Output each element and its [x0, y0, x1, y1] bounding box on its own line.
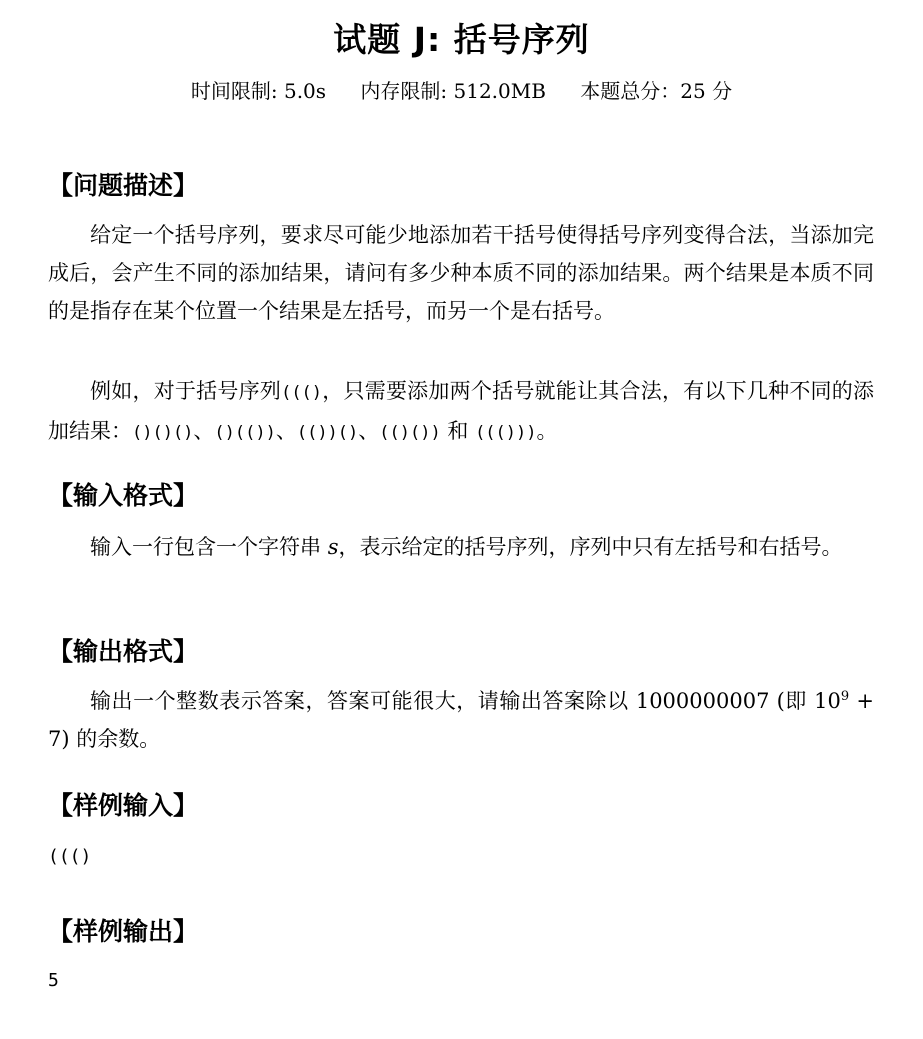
example-result-1: ()()() — [132, 423, 194, 443]
problem-meta — [0, 76, 923, 106]
description-paragraph-2 — [48, 372, 874, 452]
description-paragraph-1: 给定一个括号序列，要求尽可能少地添加若干括号使得括号序列变得合法，当添加完成后，会产生不同的添加结果，请问有多少种本质不同的添加结果。两个结果是本质不同的是指存在某个位置一个结果是左括号，而另一个是右括号。 — [48, 223, 874, 323]
input-text-pre: 输入一行包含一个字符串 — [90, 535, 321, 559]
separator: 、 — [275, 419, 297, 443]
example-explanation: ，只需要添加两个括号就能让其合法，有以下几种不同的添加结果： — [48, 379, 875, 443]
sample-input-value: ((() — [48, 846, 92, 867]
variable-s: s — [327, 535, 339, 559]
example-result-4: (()()) — [379, 423, 441, 443]
output-text-post: + 7) 的余数。 — [48, 689, 875, 751]
sample-output-heading: 【样例输出】 — [48, 917, 199, 946]
separator: 、 — [193, 419, 215, 443]
sentence-end: 。 — [536, 419, 558, 443]
output-format-paragraph — [48, 682, 874, 758]
input-format-paragraph — [48, 528, 874, 566]
memory-limit: 内存限制: 512.0MB — [360, 79, 546, 103]
output-format-heading: 【输出格式】 — [48, 637, 199, 666]
example-result-2: ()(()) — [214, 423, 276, 443]
input-format-heading: 【输入格式】 — [48, 481, 199, 510]
example-result-5: ((())) — [475, 423, 537, 443]
time-limit: 时间限制: 5.0s — [190, 79, 327, 103]
example-sequence: ((() — [281, 383, 323, 403]
separator: 、 — [358, 419, 380, 443]
problem-title: 试题 J: 括号序列 — [333, 20, 590, 59]
sample-output-value: 5 — [48, 970, 59, 991]
sample-input-heading: 【样例输入】 — [48, 791, 199, 820]
description-heading: 【问题描述】 — [48, 171, 199, 200]
conjunction: 和 — [447, 419, 469, 443]
exponent: 9 — [840, 689, 850, 704]
total-score: 本题总分：25 分 — [580, 79, 733, 103]
input-text-post: ，表示给定的括号序列，序列中只有左括号和右括号。 — [338, 535, 843, 559]
output-text-pre: 输出一个整数表示答案，答案可能很大，请输出答案除以 1000000007 (即 10 — [90, 689, 841, 713]
example-result-3: (())() — [296, 423, 359, 443]
example-intro: 例如，对于括号序列 — [90, 379, 282, 403]
